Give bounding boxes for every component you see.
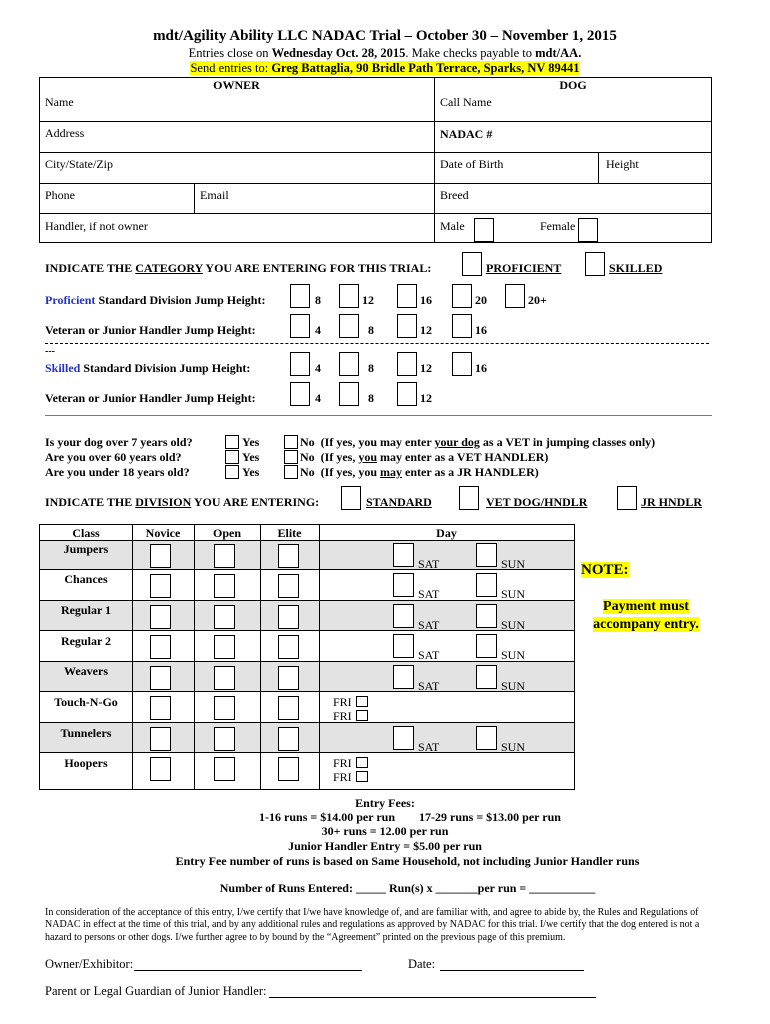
sat-label: SAT: [418, 648, 440, 662]
height-value: 12: [420, 323, 432, 337]
q2-answer: [300, 450, 548, 465]
a1-underlined: your dog: [434, 435, 480, 449]
sat-label: SAT: [418, 587, 440, 601]
owner-heading: OWNER: [213, 78, 260, 92]
nadac-number-field[interactable]: NADAC #: [440, 127, 493, 141]
q1-answer: [300, 435, 655, 450]
a3-post: enter as a JR HANDLER): [402, 465, 539, 479]
touchngo-open-checkbox[interactable]: [214, 696, 235, 720]
table-row-line: [39, 691, 575, 692]
q3-no-checkbox[interactable]: [284, 465, 298, 479]
sun-label: SUN: [501, 740, 526, 754]
female-label: Female: [540, 219, 576, 233]
guardian-signature-line[interactable]: [269, 997, 596, 998]
class-chances: Chances: [64, 572, 108, 586]
height-value: 12: [420, 361, 432, 375]
skilled-standard-label: [45, 361, 250, 376]
weavers-sun-checkbox[interactable]: [476, 665, 497, 689]
chances-sun-checkbox[interactable]: [476, 573, 497, 597]
col-line: [319, 524, 320, 790]
male-checkbox[interactable]: [474, 218, 494, 242]
standard-height-label: Standard Division Jump Height:: [95, 293, 266, 307]
prof-std-20-checkbox[interactable]: [452, 284, 472, 308]
chances-elite-checkbox[interactable]: [278, 574, 299, 598]
class-regular2: Regular 2: [60, 634, 112, 648]
regular1-elite-checkbox[interactable]: [278, 605, 299, 629]
height-value: 16: [475, 323, 487, 337]
sun-label: SUN: [501, 557, 526, 571]
proficient-veteran-label: Veteran or Junior Handler Jump Height:: [45, 323, 256, 337]
prof-std-16-checkbox[interactable]: [397, 284, 417, 308]
jumpers-elite-checkbox[interactable]: [278, 544, 299, 568]
note-line2: accompany entry.: [593, 617, 699, 632]
skill-std-8-checkbox[interactable]: [339, 352, 359, 376]
proficient-option: PROFICIENT: [486, 261, 562, 275]
close-date: Wednesday Oct. 28, 2015: [271, 46, 406, 60]
payee: mdt/AA.: [535, 46, 582, 60]
height-value: 16: [475, 361, 487, 375]
q1-no-checkbox[interactable]: [284, 435, 298, 449]
a2-post: may enter as a VET HANDLER): [377, 450, 549, 464]
send-entries-highlight: [190, 61, 579, 75]
tunnelers-novice-checkbox[interactable]: [150, 727, 171, 751]
height-value: 4: [315, 361, 321, 375]
sun-label: SUN: [501, 679, 526, 693]
jumpers-sun-checkbox[interactable]: [476, 543, 497, 567]
dog-heading: DOG: [559, 78, 587, 92]
agreement-text: In consideration of the acceptance of this entry, I/we certify that I/we have knowledge of, and are familiar with, and agree to abide by, the Rules and Regulations of NADAC in effect at the time of this trial, and by any additional rules and regulations as approved by NADAC for this trial. I/we certify that the dog entered is not a hazard to persons or other dogs. I/we further agree to by bound by the “Agreement” printed on the previous page of this premium.: [45, 907, 700, 943]
category-prompt-a: INDICATE THE: [45, 261, 136, 275]
entries-close-line: [0, 46, 770, 61]
regular2-novice-checkbox[interactable]: [150, 635, 171, 659]
skilled-word: Skilled: [45, 361, 81, 375]
header-novice: Novice: [145, 526, 181, 540]
touchngo-elite-checkbox[interactable]: [278, 696, 299, 720]
jumpers-open-checkbox[interactable]: [214, 544, 235, 568]
jumpers-novice-checkbox[interactable]: [150, 544, 171, 568]
class-hoopers: Hoopers: [64, 756, 108, 770]
guardian-signature-label: Parent or Legal Guardian of Junior Handler:: [45, 984, 267, 998]
class-regular1: Regular 1: [60, 603, 112, 617]
regular1-sat-checkbox[interactable]: [393, 604, 414, 628]
table-row-line: [39, 569, 575, 570]
height-value: 4: [315, 323, 321, 337]
date-line[interactable]: [440, 970, 584, 971]
sat-label: SAT: [418, 557, 440, 571]
skill-vet-8-checkbox[interactable]: [339, 382, 359, 406]
class-jumpers: Jumpers: [63, 542, 109, 556]
skilled-veteran-label: Veteran or Junior Handler Jump Height:: [45, 391, 256, 405]
col-line: [260, 524, 261, 790]
q2-no-checkbox[interactable]: [284, 450, 298, 464]
vet-division-option: VET DOG/HNDLR: [486, 495, 588, 509]
table-row-line: [39, 600, 575, 601]
page-title: mdt/Agility Ability LLC NADAC Trial – October 30 – November 1, 2015: [153, 28, 617, 44]
fee-junior: Junior Handler Entry = $5.00 per run: [288, 839, 482, 853]
chances-sat-checkbox[interactable]: [393, 573, 414, 597]
class-weavers: Weavers: [64, 664, 108, 678]
prof-vet-4-checkbox[interactable]: [290, 314, 310, 338]
weavers-open-checkbox[interactable]: [214, 666, 235, 690]
yes-label: Yes: [242, 450, 260, 464]
fee-tier3: 30+ runs = 12.00 per run: [321, 824, 449, 838]
yes-label: Yes: [242, 435, 260, 449]
proficient-word: Proficient: [45, 293, 96, 307]
fees-line1: [0, 810, 770, 825]
division-prompt-c: YOU ARE ENTERING:: [191, 495, 320, 509]
send-entries-address: Greg Battaglia, 90 Bridle Path Terrace, Sparks, NV 89441: [271, 61, 580, 75]
owner-dog-divider: [434, 77, 435, 243]
regular2-open-checkbox[interactable]: [214, 635, 235, 659]
row-divider: [39, 213, 712, 214]
a2-pre: (If yes,: [320, 450, 359, 464]
yes-label: Yes: [242, 465, 260, 479]
prof-vet-12-checkbox[interactable]: [397, 314, 417, 338]
sat-label: SAT: [418, 740, 440, 754]
header-elite: Elite: [277, 526, 302, 540]
skill-std-12-checkbox[interactable]: [397, 352, 417, 376]
male-label: Male: [440, 219, 465, 233]
tunnelers-open-checkbox[interactable]: [214, 727, 235, 751]
fri-label: FRI: [333, 709, 352, 723]
a1-pre: (If yes, you may enter: [320, 435, 435, 449]
division-prompt-a: INDICATE THE: [45, 495, 136, 509]
hoopers-fri1-checkbox[interactable]: [356, 757, 368, 768]
note-payment: [576, 598, 716, 634]
height-value: 8: [368, 323, 374, 337]
owner-signature-label: Owner/Exhibitor:: [45, 957, 134, 971]
proficient-checkbox[interactable]: [462, 252, 482, 276]
division-prompt: [45, 495, 319, 510]
skilled-checkbox[interactable]: [585, 252, 605, 276]
touchngo-novice-checkbox[interactable]: [150, 696, 171, 720]
sun-label: SUN: [501, 648, 526, 662]
col-line: [194, 524, 195, 790]
email-field[interactable]: Email: [200, 188, 229, 202]
fees-title: Entry Fees:: [355, 796, 415, 810]
weavers-elite-checkbox[interactable]: [278, 666, 299, 690]
chances-open-checkbox[interactable]: [214, 574, 235, 598]
a3-pre: (If yes, you: [320, 465, 381, 479]
header-open: Open: [212, 526, 241, 540]
fee-tier2: 17-29 runs = $13.00 per run: [419, 810, 561, 824]
regular1-sun-checkbox[interactable]: [476, 604, 497, 628]
question-under-18: Are you under 18 years old?: [45, 465, 190, 479]
question-dog-over-7: Is your dog over 7 years old?: [45, 435, 193, 449]
table-row-line: [39, 630, 575, 631]
q2-yes-checkbox[interactable]: [225, 450, 239, 464]
category-prompt: [45, 261, 431, 276]
header-day: Day: [436, 526, 457, 540]
fee-tier1: 1-16 runs = $14.00 per run: [259, 810, 395, 824]
standard-division-option: STANDARD: [366, 495, 432, 509]
class-tunnelers: Tunnelers: [60, 726, 112, 740]
standard-height-label: Standard Division Jump Height:: [80, 361, 251, 375]
height-value: 8: [368, 391, 374, 405]
fri-label: FRI: [333, 695, 352, 709]
hoopers-elite-checkbox[interactable]: [278, 757, 299, 781]
breed-field[interactable]: Breed: [440, 188, 469, 202]
phone-field[interactable]: Phone: [45, 188, 75, 202]
weavers-sat-checkbox[interactable]: [393, 665, 414, 689]
skill-vet-4-checkbox[interactable]: [290, 382, 310, 406]
section-rule: [45, 415, 712, 416]
address-field[interactable]: Address: [45, 126, 85, 140]
category-word: CATEGORY: [135, 261, 203, 275]
tunnelers-sun-checkbox[interactable]: [476, 726, 497, 750]
city-state-zip-field[interactable]: City/State/Zip: [45, 157, 113, 171]
touchngo-fri2-checkbox[interactable]: [356, 710, 368, 721]
no-label: No: [300, 435, 315, 449]
send-entries-label: Send entries to:: [190, 61, 272, 75]
hoopers-fri2-checkbox[interactable]: [356, 771, 368, 782]
sat-label: SAT: [418, 679, 440, 693]
regular2-sun-checkbox[interactable]: [476, 634, 497, 658]
skill-vet-12-checkbox[interactable]: [397, 382, 417, 406]
fri-label: FRI: [333, 770, 352, 784]
prof-vet-16-checkbox[interactable]: [452, 314, 472, 338]
skill-std-4-checkbox[interactable]: [290, 352, 310, 376]
height-divider: [598, 152, 599, 183]
regular2-elite-checkbox[interactable]: [278, 635, 299, 659]
height-value: 8: [315, 293, 321, 307]
hoopers-novice-checkbox[interactable]: [150, 757, 171, 781]
row-divider: [39, 152, 712, 153]
call-name-field[interactable]: Call Name: [440, 95, 492, 109]
height-value: 12: [362, 293, 374, 307]
note-line1: Payment must: [603, 599, 689, 614]
row-divider: [39, 183, 712, 184]
height-value: 16: [420, 293, 432, 307]
height-value: 4: [315, 391, 321, 405]
fee-note: Entry Fee number of runs is based on Same Household, not including Junior Handler runs: [175, 854, 640, 868]
jr-division-checkbox[interactable]: [617, 486, 637, 510]
standard-division-checkbox[interactable]: [341, 486, 361, 510]
jr-division-option: JR HNDLR: [641, 495, 703, 509]
fri-label: FRI: [333, 756, 352, 770]
note-title-highlight: NOTE:: [581, 562, 629, 578]
runs-entered-line[interactable]: Number of Runs Entered: _____ Run(s) x _______per run = ___________: [219, 881, 596, 895]
hoopers-open-checkbox[interactable]: [214, 757, 235, 781]
height-value: 20+: [528, 293, 547, 307]
weavers-novice-checkbox[interactable]: [150, 666, 171, 690]
q3-yes-checkbox[interactable]: [225, 465, 239, 479]
regular1-open-checkbox[interactable]: [214, 605, 235, 629]
division-word: DIVISION: [135, 495, 192, 509]
regular1-novice-checkbox[interactable]: [150, 605, 171, 629]
jumpers-sat-checkbox[interactable]: [393, 543, 414, 567]
prof-vet-8-checkbox[interactable]: [339, 314, 359, 338]
sun-label: SUN: [501, 587, 526, 601]
a3-underlined: may: [380, 465, 403, 479]
a2-underlined: you: [358, 450, 378, 464]
height-value: 8: [368, 361, 374, 375]
q3-answer: [300, 465, 539, 480]
touchngo-fri1-checkbox[interactable]: [356, 696, 368, 707]
height-value: 20: [475, 293, 487, 307]
row-divider: [39, 121, 712, 122]
send-entries-line: [0, 61, 770, 76]
vet-division-checkbox[interactable]: [459, 486, 479, 510]
q1-yes-checkbox[interactable]: [225, 435, 239, 449]
header-class: Class: [72, 526, 100, 540]
chances-novice-checkbox[interactable]: [150, 574, 171, 598]
class-touchngo: Touch-N-Go: [54, 695, 118, 709]
owner-name-field[interactable]: Name: [45, 95, 74, 109]
no-label: No: [300, 450, 315, 464]
prof-std-12-checkbox[interactable]: [339, 284, 359, 308]
email-divider: [194, 183, 195, 213]
prof-std-8-checkbox[interactable]: [290, 284, 310, 308]
female-checkbox[interactable]: [578, 218, 598, 242]
entries-close-text: Entries close on: [188, 46, 272, 60]
sun-label: SUN: [501, 618, 526, 632]
question-over-60: Are you over 60 years old?: [45, 450, 182, 464]
category-prompt-c: YOU ARE ENTERING FOR THIS TRIAL:: [202, 261, 432, 275]
height-value: 12: [420, 391, 432, 405]
dashed-separator: [45, 343, 709, 344]
tunnelers-elite-checkbox[interactable]: [278, 727, 299, 751]
regular2-sat-checkbox[interactable]: [393, 634, 414, 658]
skilled-option: SKILLED: [609, 261, 663, 275]
col-line: [132, 524, 133, 790]
dashed-tail: ---: [45, 346, 55, 357]
checks-payable-text: . Make checks payable to: [405, 46, 536, 60]
table-row-line: [39, 661, 575, 662]
prof-std-20plus-checkbox[interactable]: [505, 284, 525, 308]
owner-signature-line[interactable]: [134, 970, 362, 971]
no-label: No: [300, 465, 315, 479]
date-of-birth-field[interactable]: Date of Birth: [440, 157, 504, 171]
skill-std-16-checkbox[interactable]: [452, 352, 472, 376]
sat-label: SAT: [418, 618, 440, 632]
proficient-standard-label: [45, 293, 265, 308]
a1-post: as a VET in jumping classes only): [479, 435, 656, 449]
date-label: Date:: [408, 957, 436, 971]
table-row-line: [39, 752, 575, 753]
note-title: [581, 562, 629, 579]
tunnelers-sat-checkbox[interactable]: [393, 726, 414, 750]
table-row-line: [39, 722, 575, 723]
handler-field[interactable]: Handler, if not owner: [45, 219, 148, 233]
height-field[interactable]: Height: [606, 157, 639, 171]
